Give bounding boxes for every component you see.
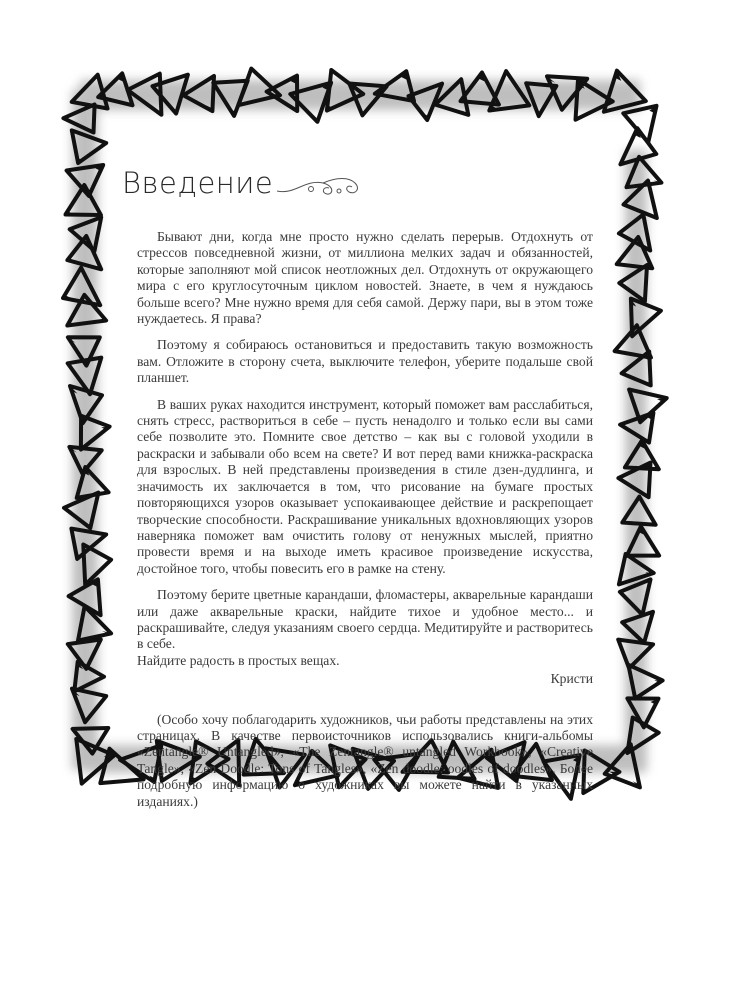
paragraph-2: Поэтому я собираюсь остановиться и предоставить такую возможность вам. Отложите в сторону счета, выключите телефон, уберите подальше свой планшет. [137,337,593,386]
signature: Кристи [550,671,593,687]
title-text: Введение [122,166,274,200]
paragraph-3: В ваших руках находится инструмент, который поможет вам расслабиться, снять стресс, раствориться в себе – пусть ненадолго и только если вы сами себе позволите это. Помните свое детство – как вы с головой уходили в раскраски и забывали обо всем на свете? И вот перед вами книжка-раскраска для взрослых. В ней представлены произведения в стиле дзен-дудлинга, и значимость их заключается в том, что рисование на бумаге простых повторяющихся узоров оказывает успокаивающее действие и раскрепощает творческие способности. Раскрашивание уникальных вдохновляющих узоров наверняка поможет вам очистить голову от ненужных мыслей, приятно провести время и на выходе иметь красивое произведение искусства, достойное того, чтобы повесить его в рамке на стену. [137,396,593,576]
acknowledgement-paragraph: (Особо хочу поблагодарить художников, чьи работы представлены на этих страницах. В качестве первоисточников использовались книги-альбомы «Zentangle® Untangled», «The Zentangle® untangled Workbook», «Creative Tangle», «Zen Doodle: Tons of Tangles», «Zen doodle: oodles of doodles». Более подробную информацию о художниках вы можете найти в указанных изданиях.) [137,711,593,809]
paragraph-1: Бывают дни, когда мне просто нужно сделать перерыв. Отдохнуть от стрессов повседневной жизни, от миллиона мелких задач и обязанностей, которые заполняют мой список неотложных дел. Отдохнуть от окружающего мира с его круглосуточным циклом новостей. Знаете, в чем я нуждаюсь больше всего? Мне нужно время для себя самой. Держу пари, вы в этом тоже нуждаетесь. Я права? [137,229,593,327]
closing-line: Найдите радость в простых вещах. [137,652,340,668]
swirl-ornament-icon [275,173,365,199]
intro-text [137,229,593,820]
paragraph-4: Поэтому берите цветные карандаши, фломастеры, акварельные карандаши или даже акварельные краски, найдите тихое и удобное место... и раскрашивайте, следуя указаниям своего сердца. Медитируйте и растворитесь в себе. [137,587,593,652]
page-title [122,166,365,200]
